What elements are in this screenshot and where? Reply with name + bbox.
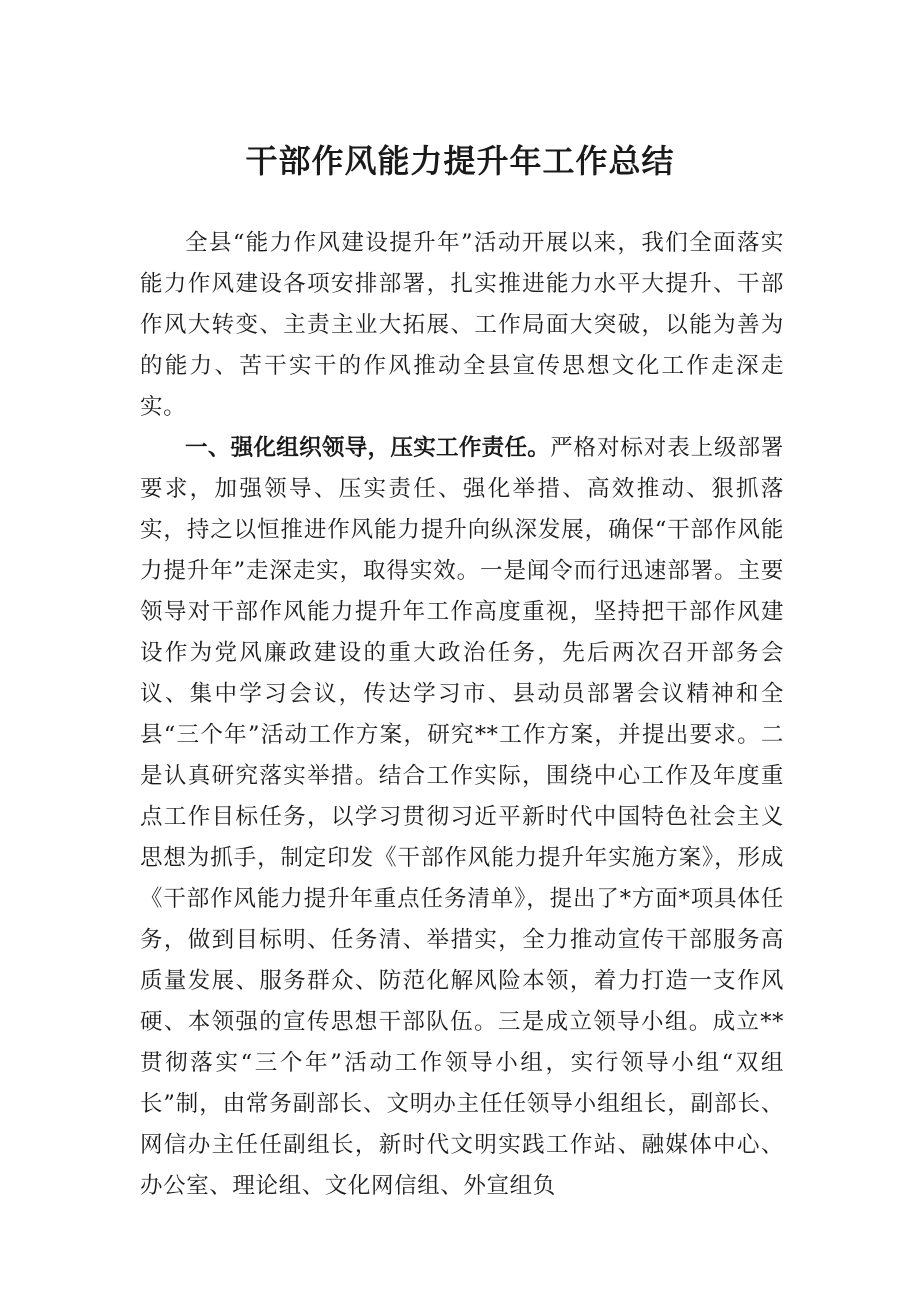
intro-paragraph-text: 全县“能力作风建设提升年”活动开展以来，我们全面落实能力作风建设各项安排部署，扎实推进能力水平大提升、干部作风大转变、主责主业大拓展、工作局面大突破，以能为善为的能力、苦干实干的作风推动全县宣传思想文化工作走深走实。 <box>140 230 784 420</box>
document-body <box>140 223 784 1207</box>
document-title: 干部作风能力提升年工作总结 <box>245 142 675 181</box>
section-1-text: 严格对标对表上级部署要求，加强领导、压实责任、强化举措、高效推动、狠抓落实，持之以恒推进作风能力提升向纵深发展，确保“干部作风能力提升年”走深走实，取得实效。一是闻令而行迅速部署。主要领导对干部作风能力提升年工作高度重视，坚持把干部作风建设作为党风廉政建设的重大政治任务，先后两次召开部务会议、集中学习会议，传达学习市、县动员部署会议精神和全县“三个年”活动工作方案，研究**工作方案，并提出要求。二是认真研究落实举措。结合工作实际，围绕中心工作及年度重点工作目标任务，以学习贯彻习近平新时代中国特色社会主义思想为抓手，制定印发《干部作风能力提升年实施方案》，形成《干部作风能力提升年重点任务清单》，提出了*方面*项具体任务，做到目标明、任务清、举措实，全力推动宣传干部服务高质量发展、服务群众、防范化解风险本领，着力打造一支作风硬、本领强的宣传思想干部队伍。三是成立领导小组。成立**贯彻落实“三个年”活动工作领导小组，实行领导小组“双组长”制，由常务副部长、文明办主任任领导小组组长，副部长、网信办主任任副组长，新时代文明实践工作站、融媒体中心、办公室、理论组、文化网信组、外宣组负 <box>140 435 784 1199</box>
section-1-paragraph <box>140 428 784 1207</box>
section-1-heading: 一、强化组织领导，压实工作责任。 <box>185 435 551 461</box>
intro-paragraph <box>140 223 784 428</box>
